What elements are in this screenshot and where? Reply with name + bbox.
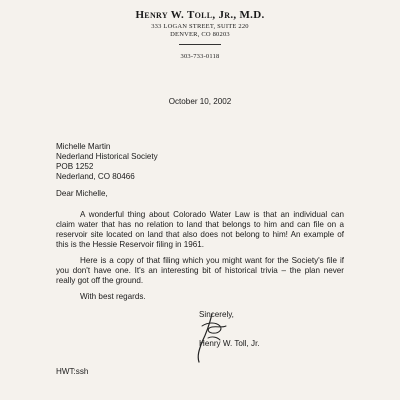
recipient-po-box: POB 1252: [56, 162, 94, 171]
letterhead-name: Henry W. Toll, Jr., M.D.: [135, 9, 265, 21]
sign-off: Sincerely,: [199, 310, 234, 319]
letterhead-phone: 303-733-0118: [180, 53, 220, 60]
letterhead-city: DENVER, CO 80203: [170, 31, 230, 38]
paragraph-line: Here is a copy of that filing which you might want for the Society's file if: [80, 256, 344, 265]
paragraph-line: you don't have one. It's an interesting bit of historical trivia – the plan never: [56, 266, 344, 275]
signer-name: Henry W. Toll, Jr.: [199, 339, 260, 348]
paragraph-line: this is the Hessie Reservoir filing in 1961.: [56, 240, 205, 249]
recipient-name: Michelle Martin: [56, 142, 111, 151]
recipient-address-block: [56, 142, 158, 182]
handwritten-signature: [190, 312, 240, 364]
paragraph-line: claim water that has no relation to land that belongs to him and can file on a: [56, 220, 344, 229]
paragraph-line: reservoir site located on land that also does not belong to him! An example of: [56, 230, 344, 239]
body-paragraph: [56, 256, 344, 286]
typist-initials: HWT:ssh: [56, 367, 89, 376]
recipient-city-state-zip: Nederland, CO 80466: [56, 172, 135, 181]
salutation: Dear Michelle,: [56, 189, 108, 198]
recipient-organization: Nederland Historical Society: [56, 152, 158, 161]
paragraph-line: really got off the ground.: [56, 276, 144, 285]
closing-line: With best regards.: [80, 292, 146, 301]
letter-date: October 10, 2002: [168, 97, 232, 106]
letterhead-address: 333 LOGAN STREET, SUITE 220: [151, 23, 249, 30]
paragraph-line: A wonderful thing about Colorado Water Law is that an individual can: [80, 210, 344, 219]
letterhead-divider: [179, 44, 221, 45]
body-paragraph: [56, 210, 344, 250]
